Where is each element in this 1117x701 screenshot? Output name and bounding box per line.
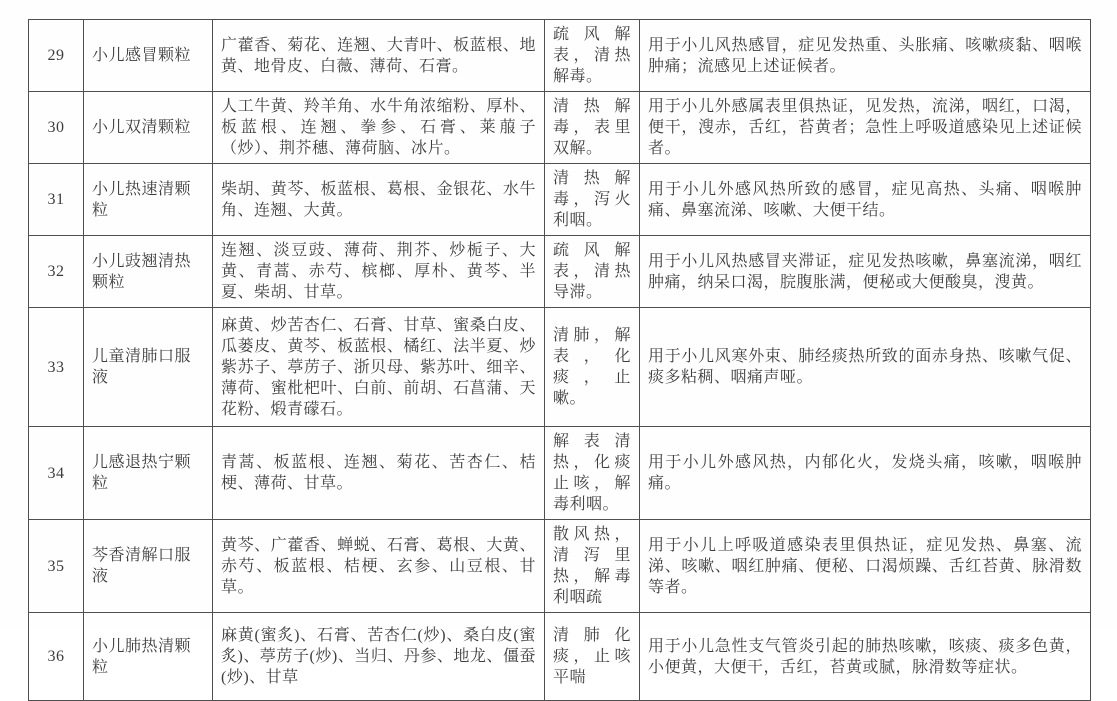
table-row xyxy=(29,164,1091,236)
indication-cell: 用于小儿外感风热所致的感冒，症见高热、头痛、咽喉肿痛、鼻塞流涕、咳嗽、大便干结。 xyxy=(640,164,1091,236)
ingredients-cell: 广藿香、菊花、连翘、大青叶、板蓝根、地黄、地骨皮、白薇、薄荷、石膏。 xyxy=(213,20,545,92)
medicine-name: 小儿肺热清颗粒 xyxy=(84,613,213,701)
indication-cell: 用于小儿风寒外束、肺经痰热所致的面赤身热、咳嗽气促、痰多粘稠、咽痛声哑。 xyxy=(640,308,1091,427)
medicine-name: 小儿热速清颗粒 xyxy=(84,164,213,236)
indication-cell: 用于小儿外感属表里俱热证，见发热，流涕，咽红，口渴，便干，溲赤，舌红，苔黄者；急性上呼吸道感染见上述证候者。 xyxy=(640,92,1091,164)
row-number: 36 xyxy=(29,613,84,701)
function-cell: 疏风解表，清热导滞。 xyxy=(545,236,640,308)
medicine-name: 芩香清解口服液 xyxy=(84,520,213,613)
function-cell: 疏风解表，清热解毒。 xyxy=(545,20,640,92)
table-row xyxy=(29,236,1091,308)
row-number: 33 xyxy=(29,308,84,427)
ingredients-cell: 人工牛黄、羚羊角、水牛角浓缩粉、厚朴、板蓝根、连翘、拳参、石膏、莱菔子（炒）、荆芥穗、薄荷脑、冰片。 xyxy=(213,92,545,164)
medicine-name: 儿感退热宁颗粒 xyxy=(84,427,213,520)
indication-cell: 用于小儿风热感冒夹滞证，症见发热咳嗽，鼻塞流涕，咽红肿痛，纳呆口渴，脘腹胀满，便秘或大便酸臭，溲黄。 xyxy=(640,236,1091,308)
function-cell: 解表清热，化痰止咳，解毒利咽。 xyxy=(545,427,640,520)
row-number: 34 xyxy=(29,427,84,520)
table-row xyxy=(29,20,1091,92)
indication-cell: 用于小儿外感风热，内郁化火，发烧头痛，咳嗽，咽喉肿痛。 xyxy=(640,427,1091,520)
row-number: 32 xyxy=(29,236,84,308)
medicine-name: 儿童清肺口服液 xyxy=(84,308,213,427)
medicine-name: 小儿双清颗粒 xyxy=(84,92,213,164)
table-row xyxy=(29,613,1091,701)
row-number: 30 xyxy=(29,92,84,164)
indication-cell: 用于小儿急性支气管炎引起的肺热咳嗽，咳痰、痰多色黄，小便黄，大便干，舌红，苔黄或腻，脉滑数等症状。 xyxy=(640,613,1091,701)
medicine-name: 小儿感冒颗粒 xyxy=(84,20,213,92)
row-number: 29 xyxy=(29,20,84,92)
pediatric-medicine-table xyxy=(28,19,1091,701)
row-number: 31 xyxy=(29,164,84,236)
table-row xyxy=(29,520,1091,613)
function-cell: 散风热，清泻里热，解毒利咽疏 xyxy=(545,520,640,613)
ingredients-cell: 柴胡、黄芩、板蓝根、葛根、金银花、水牛角、连翘、大黄。 xyxy=(213,164,545,236)
table-row xyxy=(29,92,1091,164)
ingredients-cell: 麻黄(蜜炙)、石膏、苦杏仁(炒)、桑白皮(蜜炙)、葶苈子(炒)、当归、丹参、地龙、僵蚕(炒)、甘草 xyxy=(213,613,545,701)
function-cell: 清肺化痰，止咳平喘 xyxy=(545,613,640,701)
table-row xyxy=(29,308,1091,427)
ingredients-cell: 青蒿、板蓝根、连翘、菊花、苦杏仁、桔梗、薄荷、甘草。 xyxy=(213,427,545,520)
ingredients-cell: 连翘、淡豆豉、薄荷、荆芥、炒栀子、大黄、青蒿、赤芍、槟榔、厚朴、黄芩、半夏、柴胡、甘草。 xyxy=(213,236,545,308)
medicine-name: 小儿豉翘清热颗粒 xyxy=(84,236,213,308)
ingredients-cell: 黄芩、广藿香、蝉蜕、石膏、葛根、大黄、赤芍、板蓝根、桔梗、玄参、山豆根、甘草。 xyxy=(213,520,545,613)
function-cell: 清肺，解表，化痰，止嗽。 xyxy=(545,308,640,427)
function-cell: 清热解毒，泻火利咽。 xyxy=(545,164,640,236)
row-number: 35 xyxy=(29,520,84,613)
function-cell: 清热解毒，表里双解。 xyxy=(545,92,640,164)
indication-cell: 用于小儿风热感冒，症见发热重、头胀痛、咳嗽痰黏、咽喉肿痛；流感见上述证候者。 xyxy=(640,20,1091,92)
ingredients-cell: 麻黄、炒苦杏仁、石膏、甘草、蜜桑白皮、瓜蒌皮、黄芩、板蓝根、橘红、法半夏、炒紫苏子、葶苈子、浙贝母、紫苏叶、细辛、薄荷、蜜枇杷叶、白前、前胡、石菖蒲、天花粉、煅青礞石。 xyxy=(213,308,545,427)
table-row xyxy=(29,427,1091,520)
indication-cell: 用于小儿上呼吸道感染表里俱热证，症见发热、鼻塞、流涕、咳嗽、咽红肿痛、便秘、口渴烦躁、舌红苔黄、脉滑数等者。 xyxy=(640,520,1091,613)
